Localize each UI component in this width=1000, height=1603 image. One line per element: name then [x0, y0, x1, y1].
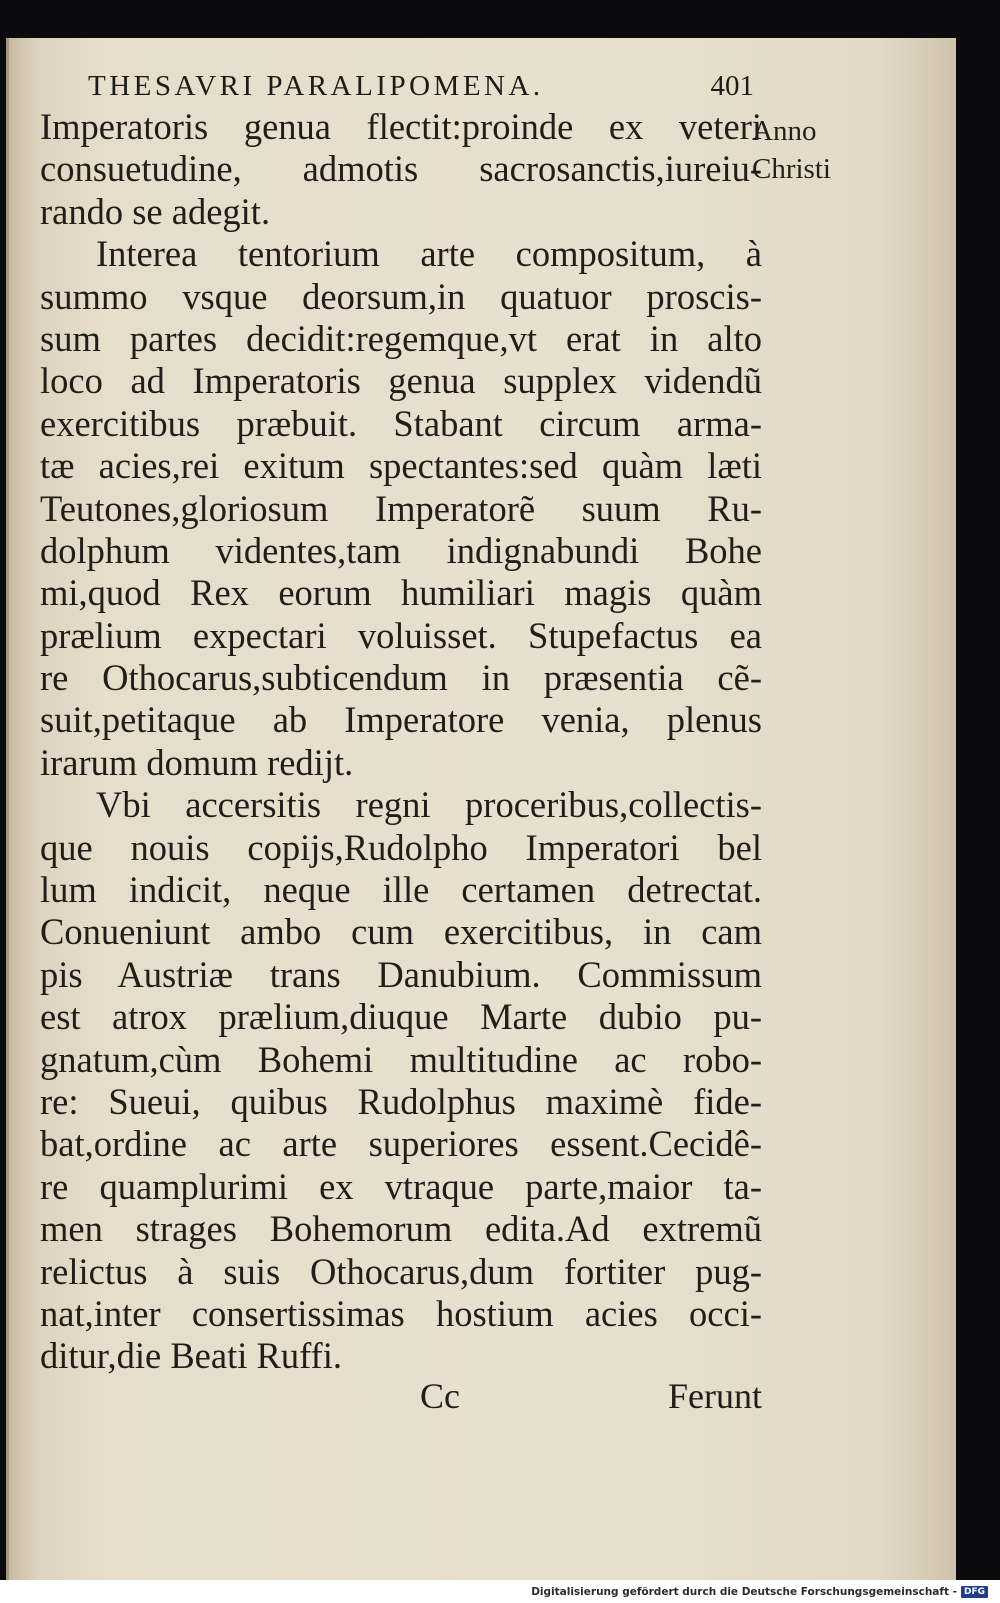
text-line: summo vsque deorsum,in quatuor proscis-	[40, 275, 762, 317]
text-line: Interea tentorium arte compositum, à	[96, 233, 762, 275]
dfg-logo: DFG	[961, 1586, 988, 1598]
text-line: consuetudine, admotis sacrosanctis,iureiu-	[40, 148, 762, 190]
catchword: Ferunt	[668, 1376, 762, 1416]
running-title: THESAVRI PARALIPOMENA.	[88, 70, 544, 102]
text-line: est atrox prælium,diuque Marte dubio pu-	[40, 996, 762, 1038]
text-line: mi,quod Rex eorum humiliari magis quàm	[40, 572, 762, 614]
text-line: rando se adegit.	[40, 190, 271, 232]
text-line: bat,ordine ac arte superiores essent.Cecidê-	[40, 1123, 762, 1165]
margin-note-line: Anno	[752, 115, 817, 147]
text-line: Imperatoris genua flectit:proinde ex veteri	[40, 106, 762, 147]
text-line: relictus à suis Othocarus,dum fortiter pug-	[40, 1250, 762, 1292]
text-line: nat,inter consertissimas hostium acies occi-	[40, 1292, 762, 1334]
digitization-credit	[531, 1583, 988, 1601]
text-line: Vbi accersitis regni proceribus,collectis-	[96, 784, 762, 826]
text-line: que nouis copijs,Rudolpho Imperatori bel	[40, 826, 762, 868]
text-line: dolphum videntes,tam indignabundi Bohe	[40, 529, 762, 571]
text-line: exercitibus præbuit. Stabant circum arma-	[40, 402, 762, 444]
page-footer	[40, 1375, 762, 1425]
text-line: sum partes decidit:regemque,vt erat in alto	[40, 317, 762, 359]
text-line: men strages Bohemorum edita.Ad extremũ	[40, 1208, 762, 1250]
body-text	[40, 106, 762, 1378]
text-line: Teutones,gloriosum Imperatorẽ suum Ru-	[40, 487, 762, 529]
page-header	[88, 70, 768, 110]
text-line: ditur,die Beati Ruffi.	[40, 1335, 342, 1377]
signature-mark: Cc	[420, 1376, 460, 1416]
page-number: 401	[710, 70, 754, 102]
text-line: lum indicit, neque ille certamen detrectat.	[40, 869, 762, 911]
margin-note	[752, 112, 831, 188]
text-line: re Othocarus,subticendum in præsentia cẽ-	[40, 657, 762, 699]
text-line: tæ acies,rei exitum spectantes:sed quàm læti	[40, 445, 762, 487]
text-line: irarum domum redijt.	[40, 741, 354, 783]
credit-text: Digitalisierung gefördert durch die Deutsche Forschungsgemeinschaft -	[531, 1586, 957, 1598]
text-line: loco ad Imperatoris genua supplex videndũ	[40, 360, 762, 402]
text-line: re quamplurimi ex vtraque parte,maior ta-	[40, 1165, 762, 1207]
text-line: gnatum,cùm Bohemi multitudine ac robo-	[40, 1038, 762, 1080]
text-line: pis Austriæ trans Danubium. Commissum	[40, 953, 762, 995]
text-line: Conueniunt ambo cum exercitibus, in cam	[40, 911, 762, 953]
text-line: prælium expectari voluisset. Stupefactus ea	[40, 614, 762, 656]
margin-note-line: Christi	[752, 153, 831, 185]
text-line: suit,petitaque ab Imperatore venia, plenus	[40, 699, 762, 741]
text-line: re: Sueui, quibus Rudolphus maximè fide-	[40, 1080, 762, 1122]
